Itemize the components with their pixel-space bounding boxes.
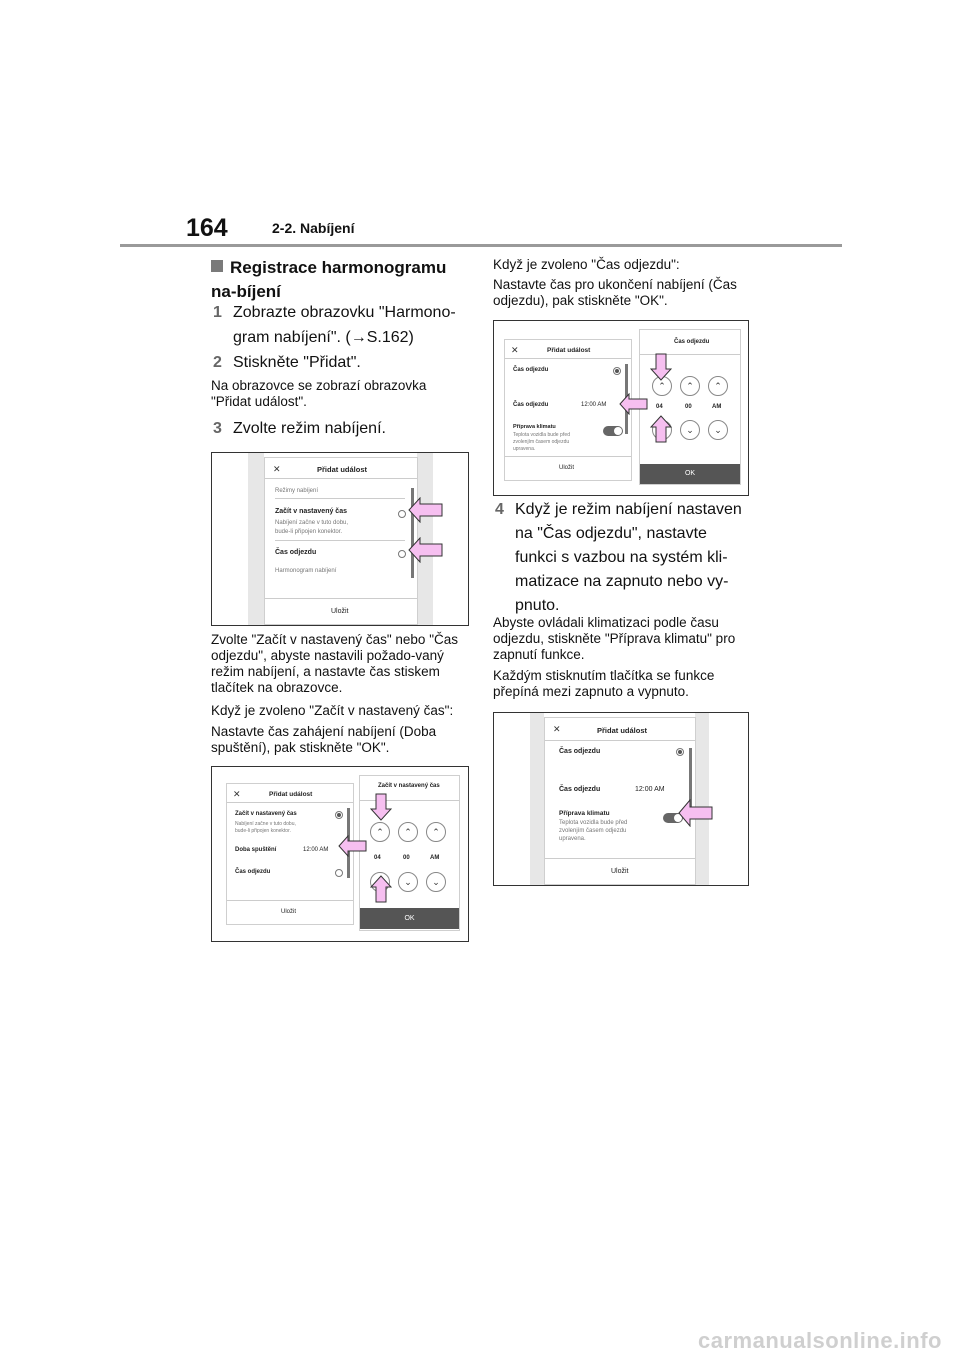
close-icon[interactable]: ✕: [553, 724, 561, 734]
minute-down-button[interactable]: ⌄: [680, 420, 700, 440]
paragraph: Abyste ovládali klimatizaci podle času odjezdu, stiskněte "Příprava klimatu" pro zapnutí funkce.: [493, 615, 736, 662]
section-title: 2-2. Nabíjení: [272, 220, 355, 236]
ampm-down-button[interactable]: ⌄: [426, 872, 446, 892]
option-departure[interactable]: Čas odjezdu: [275, 549, 317, 556]
dialog: ✕ Přidat událost Režimy nabíjení Začít v nastavený čas Nabíjení začne v tuto dobu, bude-li připojen konektor. Čas odjezdu Harmonogram nabíjení Uložit: [264, 457, 418, 625]
paragraph: Zvolte "Začít v nastavený čas" nebo "Čas odjezdu", abyste nastavili požado-vaný režim nabíjení, a nastavte čas stiskem tlačítek na obrazovce.: [211, 632, 458, 695]
footer-watermark: carmanualsonline.info: [698, 1328, 942, 1353]
step-1-text: Zobrazte obrazovku "Harmono-gram nabíjení". (→S.162): [233, 304, 456, 346]
minute-up-button[interactable]: ⌃: [680, 376, 700, 396]
callout-arrow-icon: [370, 875, 392, 903]
callout-arrow-icon: [678, 799, 714, 827]
callout-arrow-icon: [408, 537, 444, 563]
save-button[interactable]: Uložit: [281, 909, 297, 915]
callout-arrow-icon: [619, 393, 649, 415]
callout-arrow-icon: [370, 793, 392, 821]
hour-up-button[interactable]: ⌃: [370, 822, 390, 842]
close-icon[interactable]: ✕: [273, 464, 281, 474]
ampm-value: AM: [430, 855, 440, 861]
header-rule: [120, 244, 842, 247]
dialog: ✕ Přidat událost Začít v nastavený čas Nabíjení začne v tuto dobu, bude-li připojen konektor. Doba spuštění 12:00 AM Čas odjezdu Uložit: [226, 783, 354, 925]
step-2-text: Stiskněte "Přidat".: [233, 354, 361, 371]
save-button[interactable]: Uložit: [331, 608, 349, 615]
step-3-text: Zvolte režim nabíjení.: [233, 420, 386, 437]
minute-value: 00: [403, 855, 410, 861]
close-icon[interactable]: ✕: [233, 789, 241, 799]
radio-start-at-time[interactable]: [398, 510, 406, 518]
minute-up-button[interactable]: ⌃: [398, 822, 418, 842]
paragraph: Každým stisknutím tlačítka se funkce přepíná mezi zapnuto a vypnuto.: [493, 668, 715, 699]
save-button[interactable]: Uložit: [611, 868, 629, 875]
square-bullet-icon: [211, 260, 223, 272]
step-4-text: Když je režim nabíjení nastaven na "Čas odjezdu", nastavte funkci s vazbou na systém kli-matizace na zapnuto nebo vy-pnuto.: [515, 501, 742, 614]
ampm-up-button[interactable]: ⌃: [426, 822, 446, 842]
screenshot-climate: [493, 712, 749, 886]
left-column: [211, 256, 467, 304]
callout-arrow-icon: [650, 353, 672, 381]
screenshot-start-time: [211, 766, 469, 942]
paragraph: Nastavte čas zahájení nabíjení (Doba spuštění), pak stiskněte "OK".: [211, 724, 437, 755]
section-heading: Registrace harmonogramu na-bíjení: [211, 258, 447, 301]
ampm-down-button[interactable]: ⌄: [708, 420, 728, 440]
start-time-label: Doba spuštění: [235, 847, 277, 853]
ok-button[interactable]: OK: [360, 908, 459, 929]
charge-modes-label: Režimy nabíjení: [275, 488, 319, 494]
close-icon[interactable]: ✕: [511, 345, 519, 355]
page-number: 164: [186, 214, 228, 242]
time-picker: Čas odjezdu ⌃ ⌃ ⌃ 04 00 AM ⌄ ⌄ OK: [639, 329, 741, 485]
dialog: ✕ Přidat událost Čas odjezdu Čas odjezdu 12:00 AM Příprava klimatu Teplota vozidla bude před zvolenjím časem odjezdu upravena. Uložit: [504, 339, 632, 481]
callout-arrow-icon: [338, 835, 368, 857]
step-1: 1 Zobrazte obrazovku "Harmono-gram nabíjení". (→S.162): [213, 304, 456, 346]
paragraph: Na obrazovce se zobrazí obrazovka "Přidat událost".: [211, 378, 427, 409]
time-picker: Začít v nastavený čas ⌃ ⌃ ⌃ 04 00 AM ⌄ ⌄ OK: [359, 775, 460, 931]
hour-value: 04: [374, 855, 381, 861]
schedule-label: Harmonogram nabíjení: [275, 568, 337, 574]
screenshot-charge-mode: [211, 452, 469, 626]
step-2: 2 Stiskněte "Přidat".: [213, 354, 361, 371]
hour-up-button[interactable]: ⌃: [652, 376, 672, 396]
screenshot-departure-time: [493, 320, 749, 496]
ampm-up-button[interactable]: ⌃: [708, 376, 728, 396]
climate-toggle[interactable]: [603, 426, 623, 436]
callout-arrow-icon: [408, 497, 444, 523]
save-button[interactable]: Uložit: [559, 465, 575, 471]
time-value[interactable]: 12:00 AM: [581, 402, 607, 408]
dialog: ✕ Přidat událost Čas odjezdu Čas odjezdu 12:00 AM Příprava klimatu Teplota vozidla bude před zvolenjím časem odjezdu upravena. Uložit: [544, 717, 696, 885]
option-start-at-time[interactable]: Začít v nastavený čas: [275, 508, 347, 515]
paragraph: Když je zvoleno "Začít v nastavený čas":: [211, 703, 454, 718]
step-4: 4 Když je režim nabíjení nastaven na "Čas odjezdu", nastavte funkci s vazbou na systém kli-matizace na zapnuto nebo vy-pnuto.: [495, 501, 742, 614]
minute-down-button[interactable]: ⌄: [398, 872, 418, 892]
radio-departure[interactable]: [398, 550, 406, 558]
ok-button[interactable]: OK: [640, 464, 740, 484]
callout-arrow-icon: [650, 415, 672, 443]
step-3: 3 Zvolte režim nabíjení.: [213, 420, 386, 437]
paragraph: Nastavte čas pro ukončení nabíjení (Čas odjezdu), pak stiskněte "OK".: [493, 277, 737, 308]
paragraph: Když je zvoleno "Čas odjezdu":: [493, 257, 680, 272]
time-value[interactable]: 12:00 AM: [303, 847, 329, 853]
time-value[interactable]: 12:00 AM: [635, 786, 665, 793]
dialog-title: Přidat událost: [317, 465, 368, 474]
